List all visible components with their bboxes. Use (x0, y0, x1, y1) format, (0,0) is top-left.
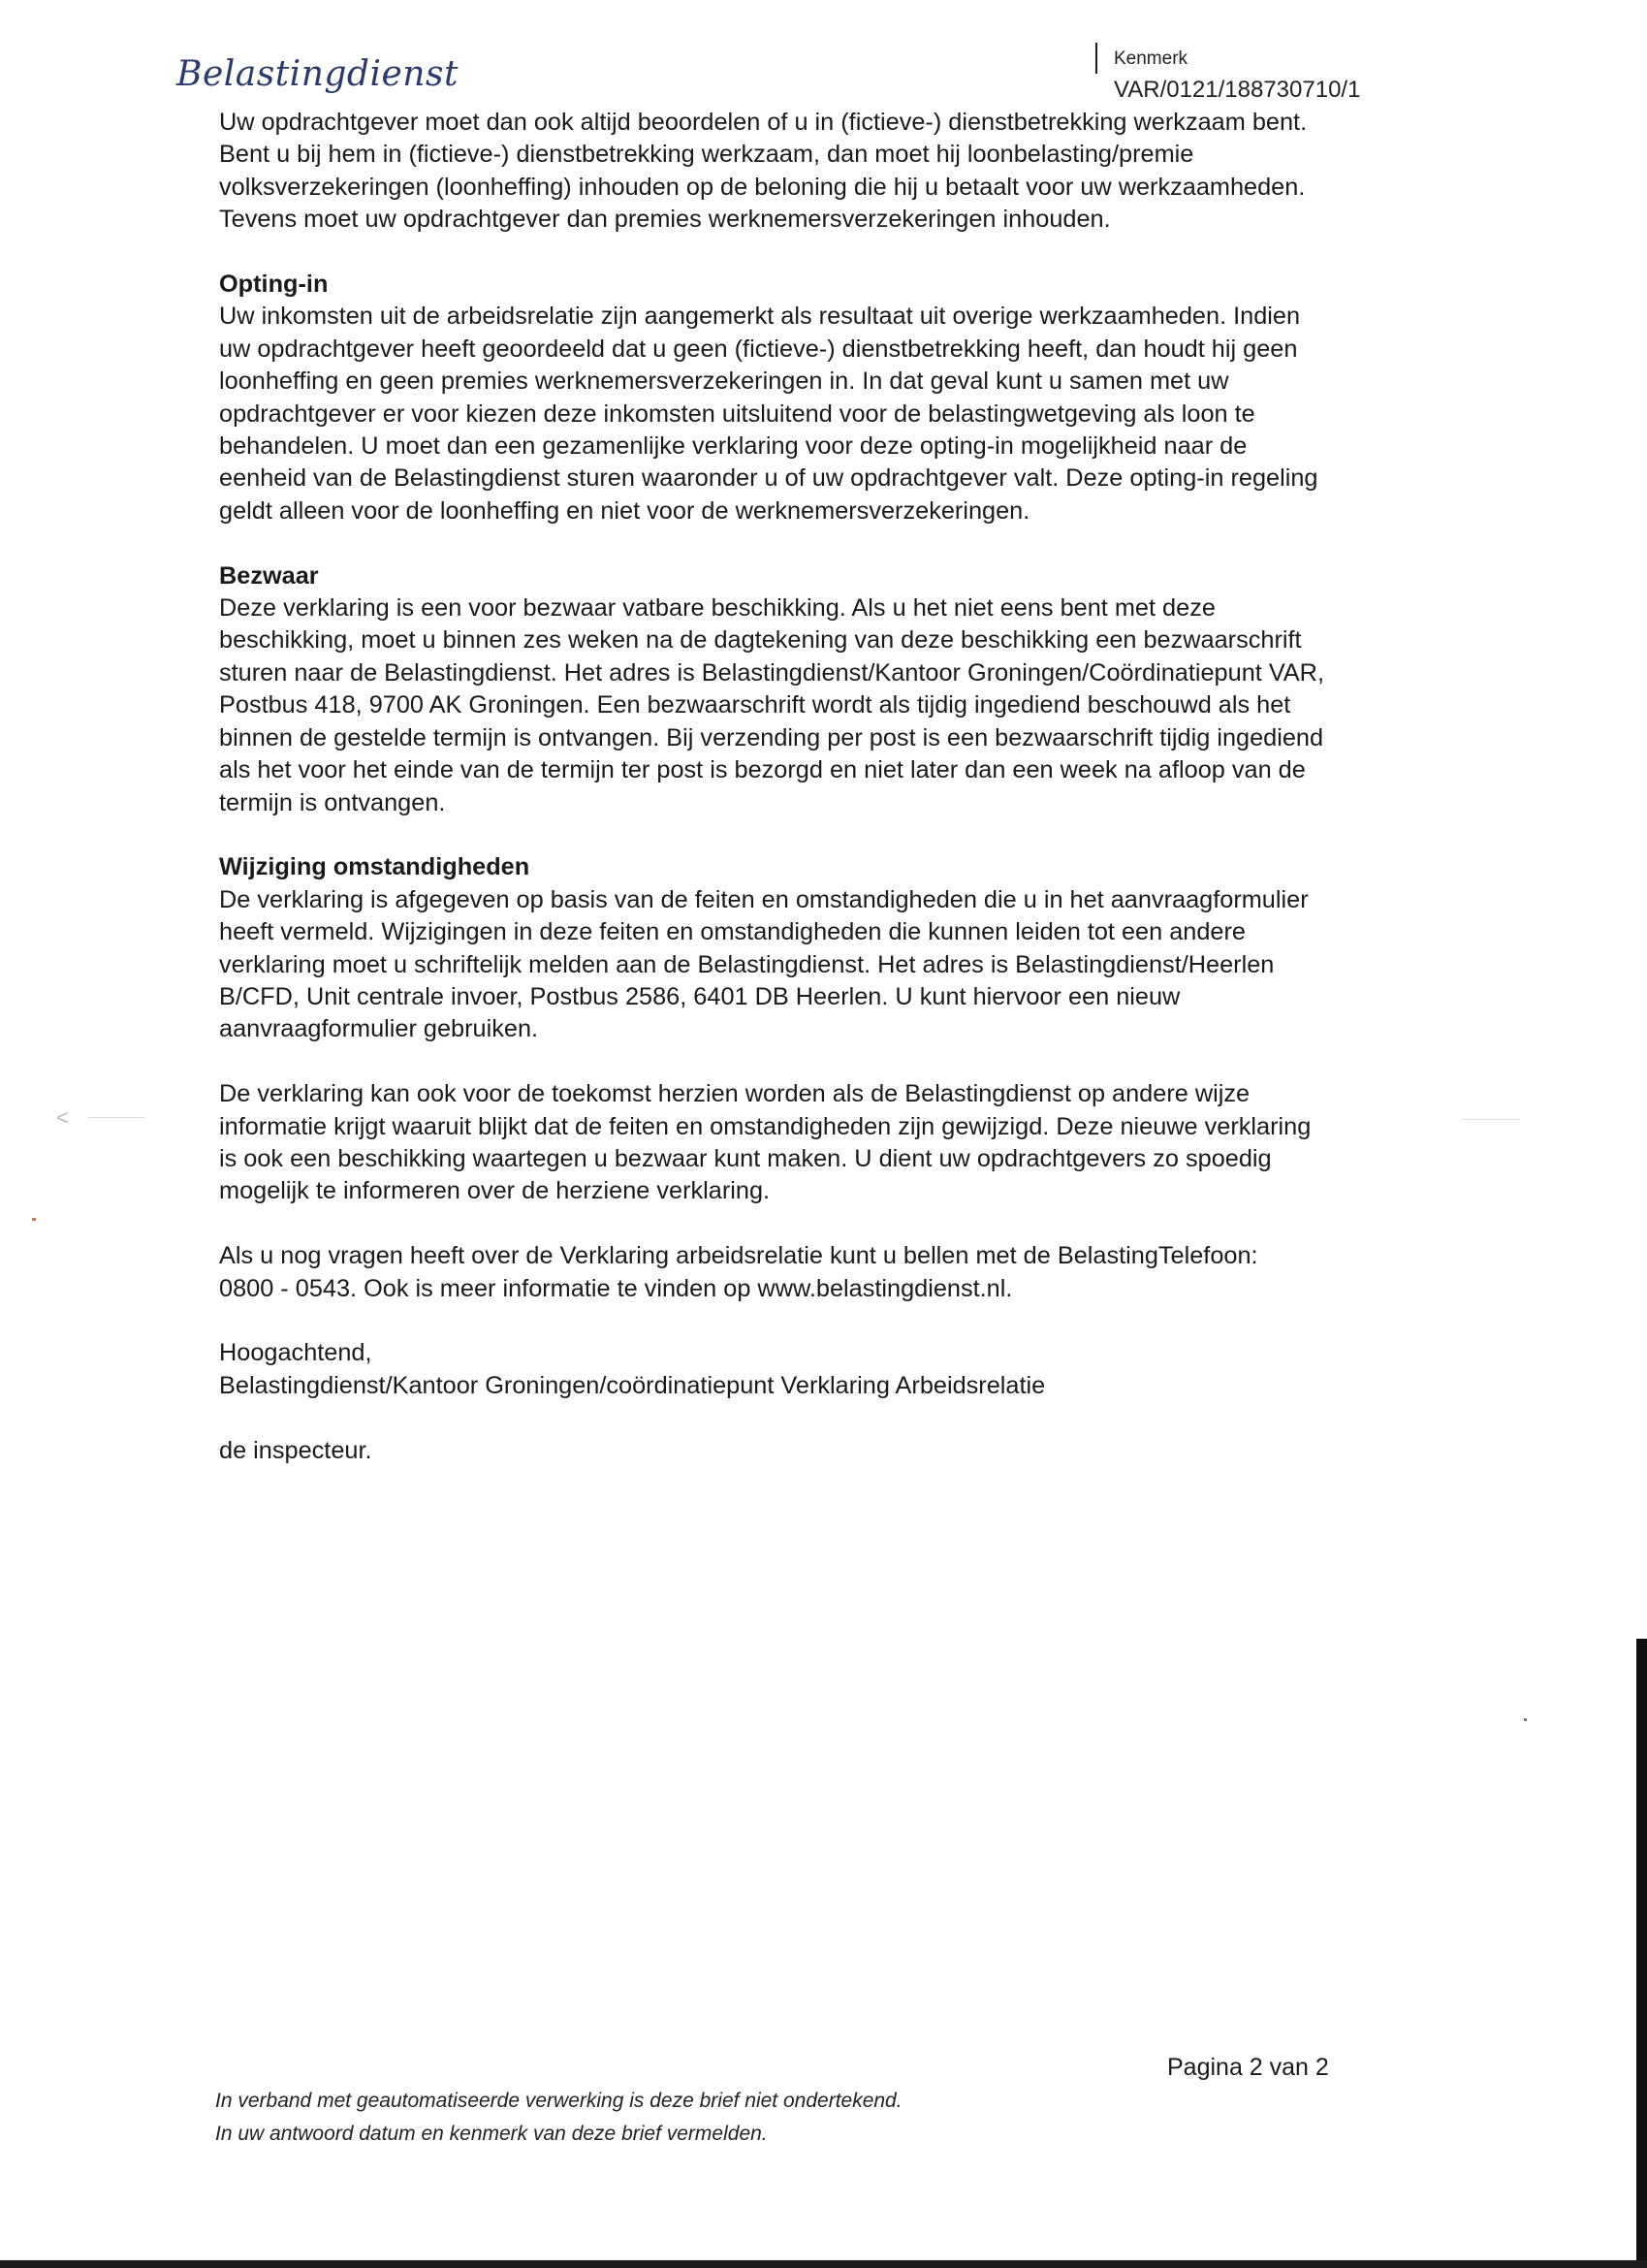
closing-signature: de inspecteur. (219, 1436, 372, 1464)
section-text-opting-in: Uw inkomsten uit de arbeidsrelatie zijn aangemerkt als resultaat uit overige werkzaamheden. Indien uw opdrachtgever heeft geoordeeld dat u geen (fictieve-) dienstbetrekking heeft, dan houdt hij geen loonheffing en geen premies werknemersverzekeringen in. In dat geval kunt u samen met uw opdrachtgever er voor kiezen deze inkomsten uitsluitend voor de belastingwetgeving als loon te behandelen. U moet dan een gezamenlijke verklaring voor deze opting-in mogelijkheid naar de eenheid van de Belastingdienst sturen waaronder u of uw opdrachtgever valt. Deze opting-in regeling geldt alleen voor de loonheffing en niet voor de werknemersverzekeringen. (219, 303, 1318, 525)
section-opting-in (219, 269, 1479, 527)
scan-artifact-line-right (1462, 1119, 1520, 1120)
section-text-wijziging: De verklaring is afgegeven op basis van de feiten en omstandigheden die u in het aanvraagformulier heeft vermeld. Wijzigingen in deze feiten en omstandigheden die kunnen leiden tot een andere verklaring moet u schriftelijk melden aan de Belastingdienst. Het adres is Belastingdienst/Heerlen B/CFD, Unit centrale invoer, Postbus 2586, 6401 DB Heerlen. U kunt hiervoor een nieuw aanvraagformulier gebruiken. (219, 885, 1309, 1043)
kenmerk-divider (1095, 43, 1097, 74)
intro-paragraph: Uw opdrachtgever moet dan ook altijd beoordelen of u in (fictieve-) dienstbetrekking werkzaam bent. Bent u bij hem in (fictieve-) dienstbetrekking werkzaam, dan moet hij loonbelasting/premie volksverzekeringen (loonheffing) inhouden op de beloning die hij u betaalt voor uw werkzaamheden. Tevens moet uw opdrachtgever dan premies werknemersverzekeringen inhouden. (219, 109, 1308, 234)
scan-edge-bottom (0, 2260, 1647, 2268)
letter-body (219, 107, 1479, 1467)
closing-sender: Belastingdienst/Kantoor Groningen/coördinatiepunt Verklaring Arbeidsrelatie (219, 1371, 1046, 1399)
contact-paragraph: Als u nog vragen heeft over de Verklaring arbeidsrelatie kunt u bellen met de BelastingTelefoon: 0800 - 0543. Ook is meer informatie te vinden op www.belastingdienst.nl. (219, 1242, 1258, 1302)
scan-edge-right (1636, 1639, 1647, 2268)
scan-mark: < (56, 1105, 69, 1130)
section-bezwaar (219, 560, 1479, 819)
scan-artifact-dot-right (1524, 1718, 1527, 1721)
section-wijziging (219, 851, 1479, 1045)
section-heading-bezwaar: Bezwaar (219, 561, 319, 590)
section-text-bezwaar: Deze verklaring is een voor bezwaar vatbare beschikking. Als u het niet eens bent met deze beschikking, moet u binnen zes weken na de dagtekening van deze beschikking een bezwaarschrift sturen naar de Belastingdienst. Het adres is Belastingdienst/Kantoor Groningen/Coördinatiepunt VAR, Postbus 418, 9700 AK Groningen. Een bezwaarschrift wordt als tijdig ingediend beschouwd als het binnen de gestelde termijn is ontvangen. Bij verzending per post is een bezwaarschrift tijdig ingediend als het voor het einde van de termijn ter post is bezorgd en niet later dan een week na afloop van de termijn is ontvangen. (219, 594, 1324, 816)
page-number: Pagina 2 van 2 (1167, 2054, 1329, 2081)
closing-greeting: Hoogachtend, (219, 1339, 372, 1367)
kenmerk-label: Kenmerk (1114, 48, 1188, 69)
herziening-paragraph: De verklaring kan ook voor de toekomst herzien worden als de Belastingdienst op andere wijze informatie krijgt waaruit blijkt dat de feiten en omstandigheden zijn gewijzigd. Deze nieuwe verklaring is ook een beschikking waartegen u bezwaar kunt maken. U dient uw opdrachtgevers zo spoedig mogelijk te informeren over de herziene verklaring. (219, 1080, 1312, 1205)
section-heading-wijziging: Wijziging omstandigheden (219, 853, 530, 881)
belastingdienst-logo: Belastingdienst (176, 54, 459, 94)
kenmerk-value: VAR/0121/188730710/1 (1114, 77, 1361, 103)
footer-note: In verband met geautomatiseerde verwerking is deze brief niet ondertekend. In uw antwoord datum en kenmerk van deze brief vermelden. (215, 2090, 903, 2145)
scan-artifact-dot (32, 1218, 36, 1221)
section-heading-opting-in: Opting-in (219, 271, 329, 299)
scan-artifact-line (87, 1117, 145, 1118)
